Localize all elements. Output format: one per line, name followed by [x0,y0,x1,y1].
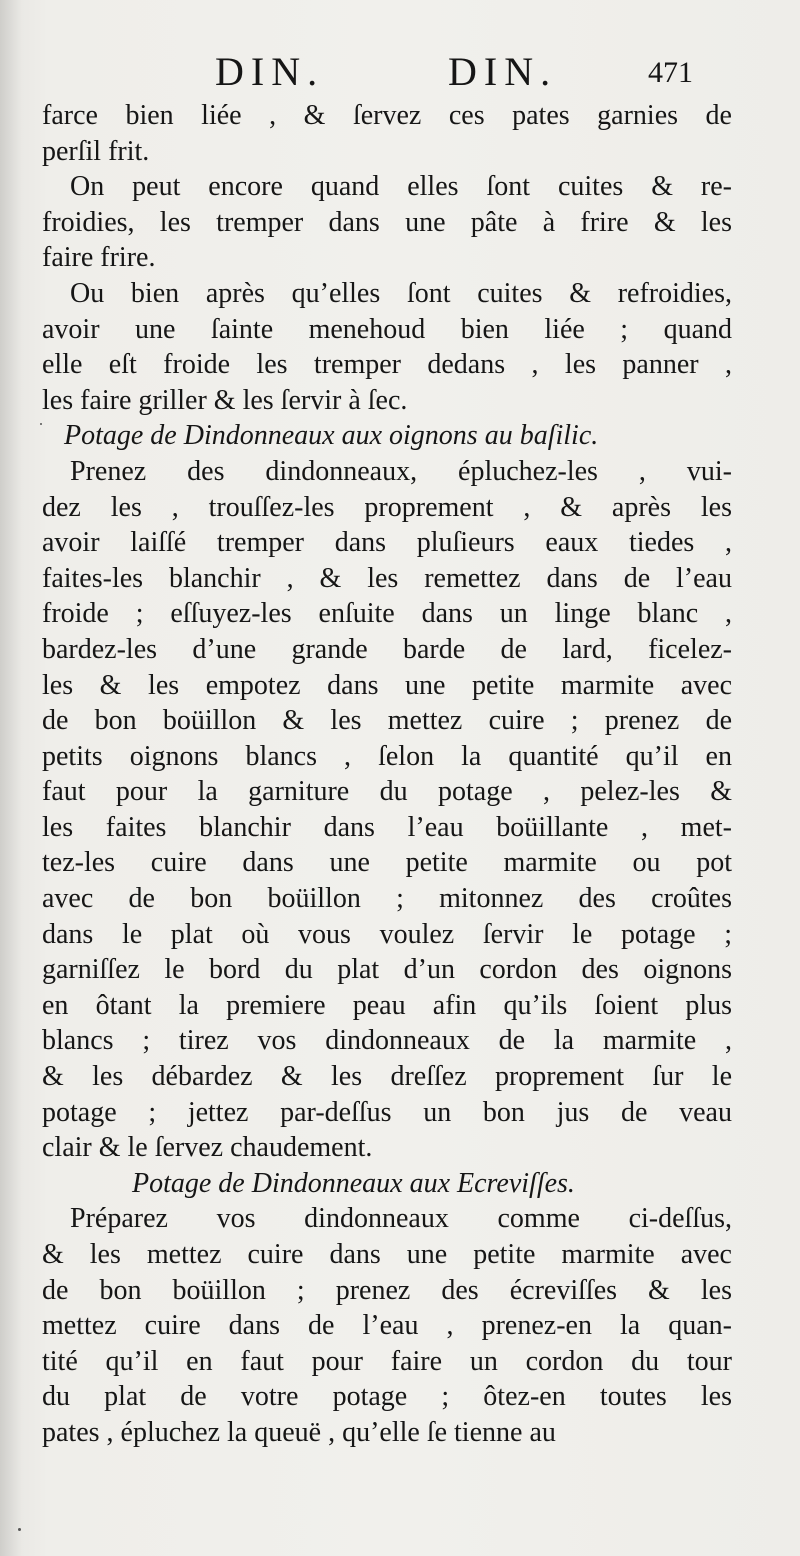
text-line: en ôtant la premiere peau afin qu’ils ſoient plus [42,989,732,1021]
text-line: blancs ; tirez vos dindonneaux de la marmite , [42,1025,732,1057]
text-line: elle eſt froide les tremper dedans , les panner , [42,349,732,381]
text-line: les & les empotez dans une petite marmite avec [42,669,732,701]
text-line: froide ; eſſuyez-les enſuite dans un linge blanc , [42,598,732,630]
paragraph [42,169,732,276]
text-line: & les mettez cuire dans une petite marmite avec [42,1239,732,1270]
page-body [42,98,732,1451]
text-line: Préparez vos dindonneaux comme ci-deſſus, [70,1203,732,1235]
text-line: pates , épluchez la queuë , qu’elle ſe tienne au [42,1416,556,1448]
text-line: tez-les cuire dans une petite marmite ou pot [42,847,732,879]
text-line: avoir laiſſé tremper dans pluſieurs eaux tiedes , [42,527,732,559]
text-line: faire frire. [42,242,156,274]
text-line: faut pour la garniture du potage , pelez-les & [42,776,732,808]
paragraph [42,276,732,418]
text-line: faites-les blanchir , & les remettez dans de l’eau [42,562,732,594]
paragraph [42,454,732,1166]
text-line: tité qu’il en faut pour faire un cordon du tour [42,1345,732,1377]
text-line: mettez cuire dans de l’eau , prenez-en la quan- [42,1310,732,1342]
page-number: 471 [648,56,693,89]
text-line: dez les , trouſſez-les proprement , & après les [42,491,732,523]
text-line: du plat de votre potage ; ôtez-en toutes les [42,1381,732,1413]
text-line: de bon boüillon ; prenez des écreviſſes & les [42,1274,732,1306]
text-line: garniſſez le bord du plat d’un cordon des oignons [42,954,732,986]
text-line: avoir une ſainte menehoud bien liée ; quand [42,313,732,345]
ink-speck [18,1528,21,1531]
text-line: On peut encore quand elles ſont cuites & re- [70,171,732,203]
gutter-shadow [0,0,22,1556]
text-line: farce bien liée , & ſervez ces pates garnies de [42,100,732,131]
text-line: les faites blanchir dans l’eau boüillante , met- [42,811,732,843]
section-heading: Potage de Dindonneaux aux Ecreviſſes. [132,1167,575,1199]
text-line: de bon boüillon & les mettez cuire ; prenez de [42,705,732,737]
running-head-right: DIN. [448,49,558,94]
text-line: Prenez des dindonneaux, épluchez-les , vui- [70,455,732,487]
running-head-left: DIN. [215,49,325,94]
page-header [0,48,800,98]
paragraph [42,1201,732,1450]
ink-speck [40,423,42,425]
text-line: bardez-les d’une grande barde de lard, ficelez- [42,633,732,665]
text-line: petits oignons blancs , ſelon la quantité qu’il en [42,740,732,772]
text-line: clair & le ſervez chaudement. [42,1132,373,1164]
text-line: les faire griller & les ſervir à ſec. [42,384,408,416]
text-line: avec de bon boüillon ; mitonnez des croûtes [42,883,732,915]
text-line: dans le plat où vous voulez ſervir le potage ; [42,918,732,950]
text-line: & les débardez & les dreſſez proprement ſur le [42,1061,732,1093]
section-heading: Potage de Dindonneaux aux oignons au baſilic. [64,420,599,452]
text-line: potage ; jettez par-deſſus un bon jus de veau [42,1096,732,1128]
text-line: Ou bien après qu’elles ſont cuites & refroidies, [70,277,732,309]
paragraph [42,98,732,169]
text-line: froidies, les tremper dans une pâte à frire & les [42,206,732,238]
text-line: perſil frit. [42,135,150,167]
